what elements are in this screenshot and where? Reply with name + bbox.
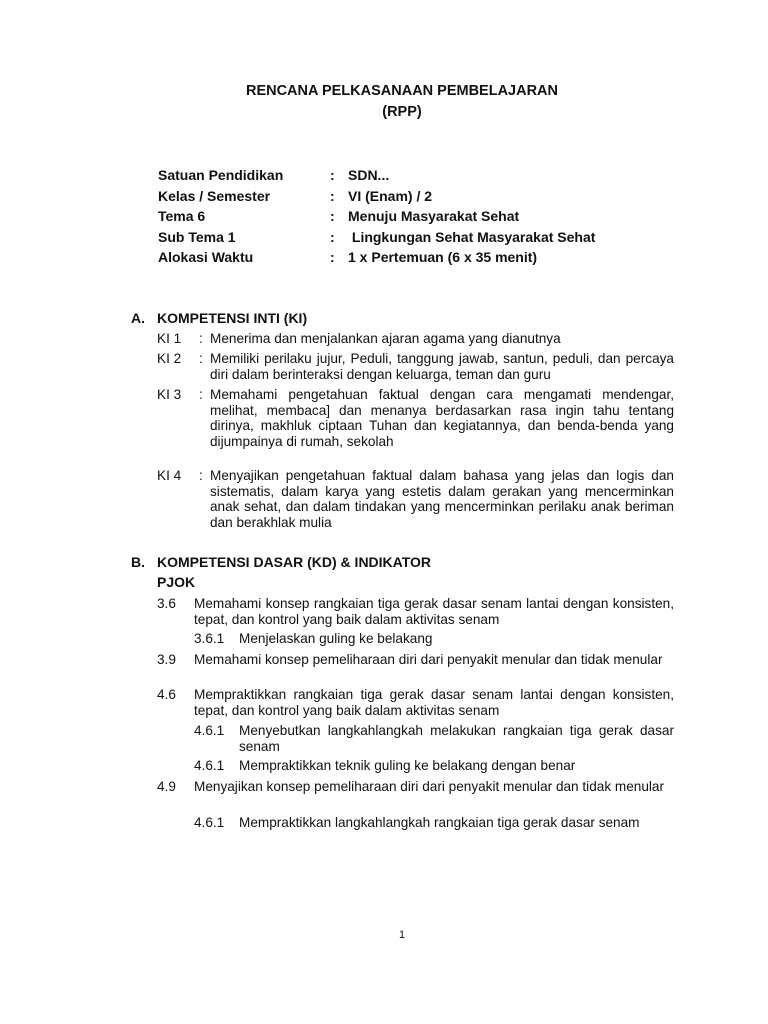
kd-text: Mempraktikkan rangkaian tiga gerak dasar senam lantai dengan konsisten, tepat, dan kontrol yang baik dalam aktivitas senam [194,687,674,718]
document-title: RENCANA PELKASANAAN PEMBELAJARAN [245,83,559,99]
ki-separator: : [199,468,203,483]
identity-label: Kelas / Semester [158,187,271,204]
document-subtitle: (RPP) [382,104,422,120]
indicator-number: 3.6.1 [194,631,225,646]
kd-number: 4.6 [157,687,176,702]
ki-separator: : [199,387,203,402]
indicator-number: 4.6.1 [194,723,225,738]
identity-value: SDN... [348,167,390,183]
kd-number: 3.9 [157,652,176,667]
section-title: KOMPETENSI INTI (KI) [157,310,308,326]
section-letter: A. [131,310,145,326]
ki-code: KI 3 [157,387,182,402]
ki-code: KI 2 [157,351,182,366]
indicator-text: Mempraktikkan langkahlangkah rangkaian tiga gerak dasar senam [239,815,640,830]
kd-number: 4.9 [157,779,176,794]
kd-text: Menyajikan konsep pemeliharaan diri dari penyakit menular dan tidak menular [194,779,664,794]
section-letter: B. [131,554,145,570]
identity-label: Alokasi Waktu [158,249,254,266]
ki-text: Memiliki perilaku jujur, Peduli, tanggung jawab, santun, peduli, dan percaya diri dalam berinteraksi dengan keluarga, teman dan guru [210,351,674,382]
indicator-text: Mempraktikkan teknik guling ke belakang dengan benar [239,758,576,773]
identity-value: Lingkungan Sehat Masyarakat Sehat [348,228,596,245]
ki-code: KI 4 [157,468,182,483]
identity-value: 1 x Pertemuan (6 x 35 menit) [348,249,538,266]
page-number: 1 [398,929,406,941]
identity-label: Satuan Pendidikan [158,167,284,183]
kd-text: Memahami konsep pemeliharaan diri dari penyakit menular dan tidak menular [194,652,663,667]
identity-colon: : [330,249,335,266]
ki-separator: : [199,351,203,366]
indicator-number: 4.6.1 [194,758,225,773]
ki-text: Memahami pengetahuan faktual dengan cara mengamati mendengar, melihat, membaca] dan menanya berdasarkan rasa ingin tahu tentang dirinya, makhluk ciptaan Tuhan dan kegiatannya, dan benda-benda yang dijumpainya di rumah, sekolah [210,387,674,449]
subject-heading: PJOK [157,574,196,590]
identity-value: Menuju Masyarakat Sehat [348,208,520,225]
indicator-number: 4.6.1 [194,815,225,830]
ki-code: KI 1 [157,331,182,346]
identity-colon: : [330,167,335,183]
identity-label: Sub Tema 1 [158,228,236,245]
ki-text: Menyajikan pengetahuan faktual dalam bahasa yang jelas dan logis dan sistematis, dalam karya yang estetis dalam gerakan yang mencerminkan anak sehat, dan dalam tindakan yang mencerminkan perilaku anak beriman dan berakhlak mulia [210,468,674,530]
identity-colon: : [330,228,335,245]
identity-colon: : [330,208,335,225]
kd-text: Memahami konsep rangkaian tiga gerak dasar senam lantai dengan konsisten, tepat, dan kontrol yang baik dalam aktivitas senam [194,596,674,627]
indicator-text: Menjelaskan guling ke belakang [239,631,433,646]
section-title: KOMPETENSI DASAR (KD) & INDIKATOR [157,554,432,570]
identity-value: VI (Enam) / 2 [348,187,433,204]
identity-label: Tema 6 [158,208,206,225]
identity-colon: : [330,187,335,204]
ki-separator: : [199,331,203,346]
indicator-text: Menyebutkan langkahlangkah melakukan rangkaian tiga gerak dasar senam [239,723,674,754]
ki-text: Menerima dan menjalankan ajaran agama yang dianutnya [210,331,561,346]
kd-number: 3.6 [157,596,176,611]
